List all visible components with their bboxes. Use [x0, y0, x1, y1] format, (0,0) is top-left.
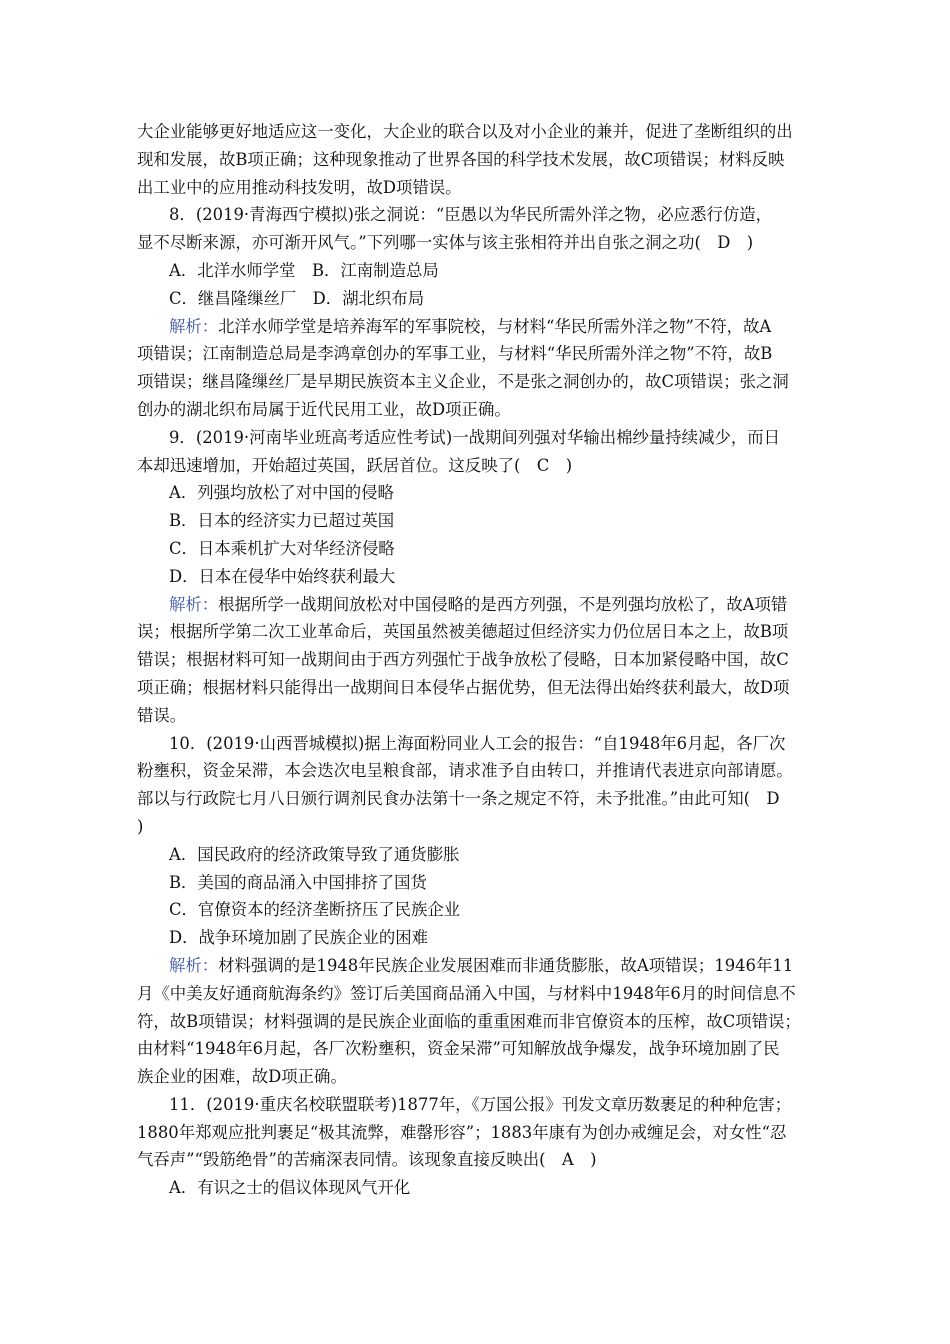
q10-analysis-line-4: 由材料“1948年6月起，各厂次粉壅积，资金呆滞”可知解放战争爆发，战争环境加剧了民	[137, 1039, 780, 1059]
q8-analysis-line-2: 项错误；江南制造总局是李鸿章创办的军事工业，与材料“华民所需外洋之物”不符，故B	[137, 344, 773, 364]
q10-option-d: D．战争环境加剧了民族企业的困难	[169, 928, 428, 948]
q10-analysis-line-1	[137, 952, 817, 980]
q9-option-c: C．日本乘机扩大对华经济侵略	[169, 538, 395, 558]
intro-line-2: 现和发展，故B项正确；这种现象推动了世界各国的科学技术发展，故C项错误；材料反映	[137, 149, 785, 169]
q10-stem-line-3: 部以与行政院七月八日颁行调剂民食办法第十一条之规定不符，未予批准。”由此可知( D	[137, 789, 780, 809]
q10-option-c: C．官僚资本的经济垄断挤压了民族企业	[169, 900, 461, 920]
q10-analysis-line-5: 族企业的困难，故D项正确。	[137, 1067, 347, 1087]
q8-stem-line-2: 显不尽断来源，亦可渐开风气。”下列哪一实体与该主张相符并出自张之洞之功( D )	[137, 233, 754, 253]
q9-option-a: A．列强均放松了对中国的侵略	[169, 483, 394, 503]
q10-analysis-text: 材料强调的是1948年民族企业发展困难而非通货膨胀，故A项错误；1946年11	[218, 955, 794, 975]
q8-stem-line-1: 8．(2019·青海西宁模拟)张之洞说：“臣愚以为华民所需外洋之物，必应悉行仿造，	[169, 205, 773, 225]
intro-line-1: 大企业能够更好地适应这一变化，大企业的联合以及对小企业的兼并，促进了垄断组织的出	[137, 122, 793, 141]
document-page	[137, 118, 817, 1202]
analysis-label: 解析：	[169, 955, 219, 975]
q10-stem-line-2: 粉壅积，资金呆滞，本会迭次电呈粮食部，请求准予自由转口，并推请代表进京向部请愿。	[137, 761, 793, 781]
q9-option-b: B．日本的经济实力已超过英国	[169, 511, 395, 531]
q9-analysis-line-2: 误；根据所学第二次工业革命后，英国虽然被美德超过但经济实力仍位居日本之上，故B项	[137, 622, 789, 642]
q10-analysis-line-3: 符，故B项错误；材料强调的是民族企业面临的重重困难而非官僚资本的压榨，故C项错误；	[137, 1011, 801, 1031]
q10-option-b: B．美国的商品涌入中国排挤了国货	[169, 872, 427, 892]
q8-analysis-line-4: 创办的湖北织布局属于近代民用工业，故D项正确。	[137, 399, 511, 419]
q9-analysis-line-4: 项正确；根据材料只能得出一战期间日本侵华占据优势，但无法得出始终获利最大，故D项	[137, 677, 790, 697]
q10-analysis-line-2: 月《中美友好通商航海条约》签订后美国商品涌入中国，与材料中1948年6月的时间信息不	[137, 983, 796, 1003]
q9-analysis-line-1	[137, 591, 817, 619]
q9-analysis-text: 根据所学一战期间放松对中国侵略的是西方列强，不是列强均放松了，故A项错	[218, 594, 788, 614]
q9-stem-line-1: 9．(2019·河南毕业班高考适应性考试)一战期间列强对华输出棉纱量持续减少，而日	[169, 427, 781, 447]
q10-stem-line-4: )	[137, 816, 144, 836]
q9-option-d: D．日本在侵华中始终获利最大	[169, 566, 396, 586]
q11-stem-line-3: 气吞声”“毁筋绝骨”的苦痛深表同情。该现象直接反映出( A )	[137, 1150, 597, 1170]
q10-option-a: A．国民政府的经济政策导致了通货膨胀	[169, 844, 460, 864]
q10-stem-line-1: 10．(2019·山西晋城模拟)据上海面粉同业人工会的报告：“自1948年6月起，各厂次	[169, 733, 786, 753]
q9-stem-line-2: 本却迅速增加，开始超过英国，跃居首位。这反映了( C )	[137, 455, 573, 475]
q8-analysis-line-1	[137, 313, 817, 341]
q9-analysis-line-5: 错误。	[137, 705, 187, 725]
intro-line-3: 出工业中的应用推动科技发明，故D项错误。	[137, 177, 462, 197]
q11-stem-line-2: 1880年郑观应批判裹足“极其流弊，难罄形容”；1883年康有为创办戒缠足会，对女性“忍	[137, 1122, 787, 1142]
q11-option-a: A．有识之士的倡议体现风气开化	[169, 1178, 411, 1198]
q8-option-line-2: C．继昌隆缫丝厂 D．湖北织布局	[169, 288, 425, 308]
analysis-label: 解析：	[169, 316, 219, 336]
q11-stem-line-1: 11．(2019·重庆名校联盟联考)1877年，《万国公报》刊发文章历数裹足的种种危害；	[169, 1094, 792, 1114]
q8-option-line-1: A．北洋水师学堂 B．江南制造总局	[169, 260, 439, 280]
q8-analysis-line-3: 项错误；继昌隆缫丝厂是早期民族资本主义企业，不是张之洞创办的，故C项错误；张之洞	[137, 372, 789, 392]
analysis-label: 解析：	[169, 594, 219, 614]
q8-analysis-text: 北洋水师学堂是培养海军的军事院校，与材料“华民所需外洋之物”不符，故A	[218, 316, 772, 336]
q9-analysis-line-3: 错误；根据材料可知一战期间由于西方列强忙于战争放松了侵略，日本加紧侵略中国，故C	[137, 650, 789, 670]
